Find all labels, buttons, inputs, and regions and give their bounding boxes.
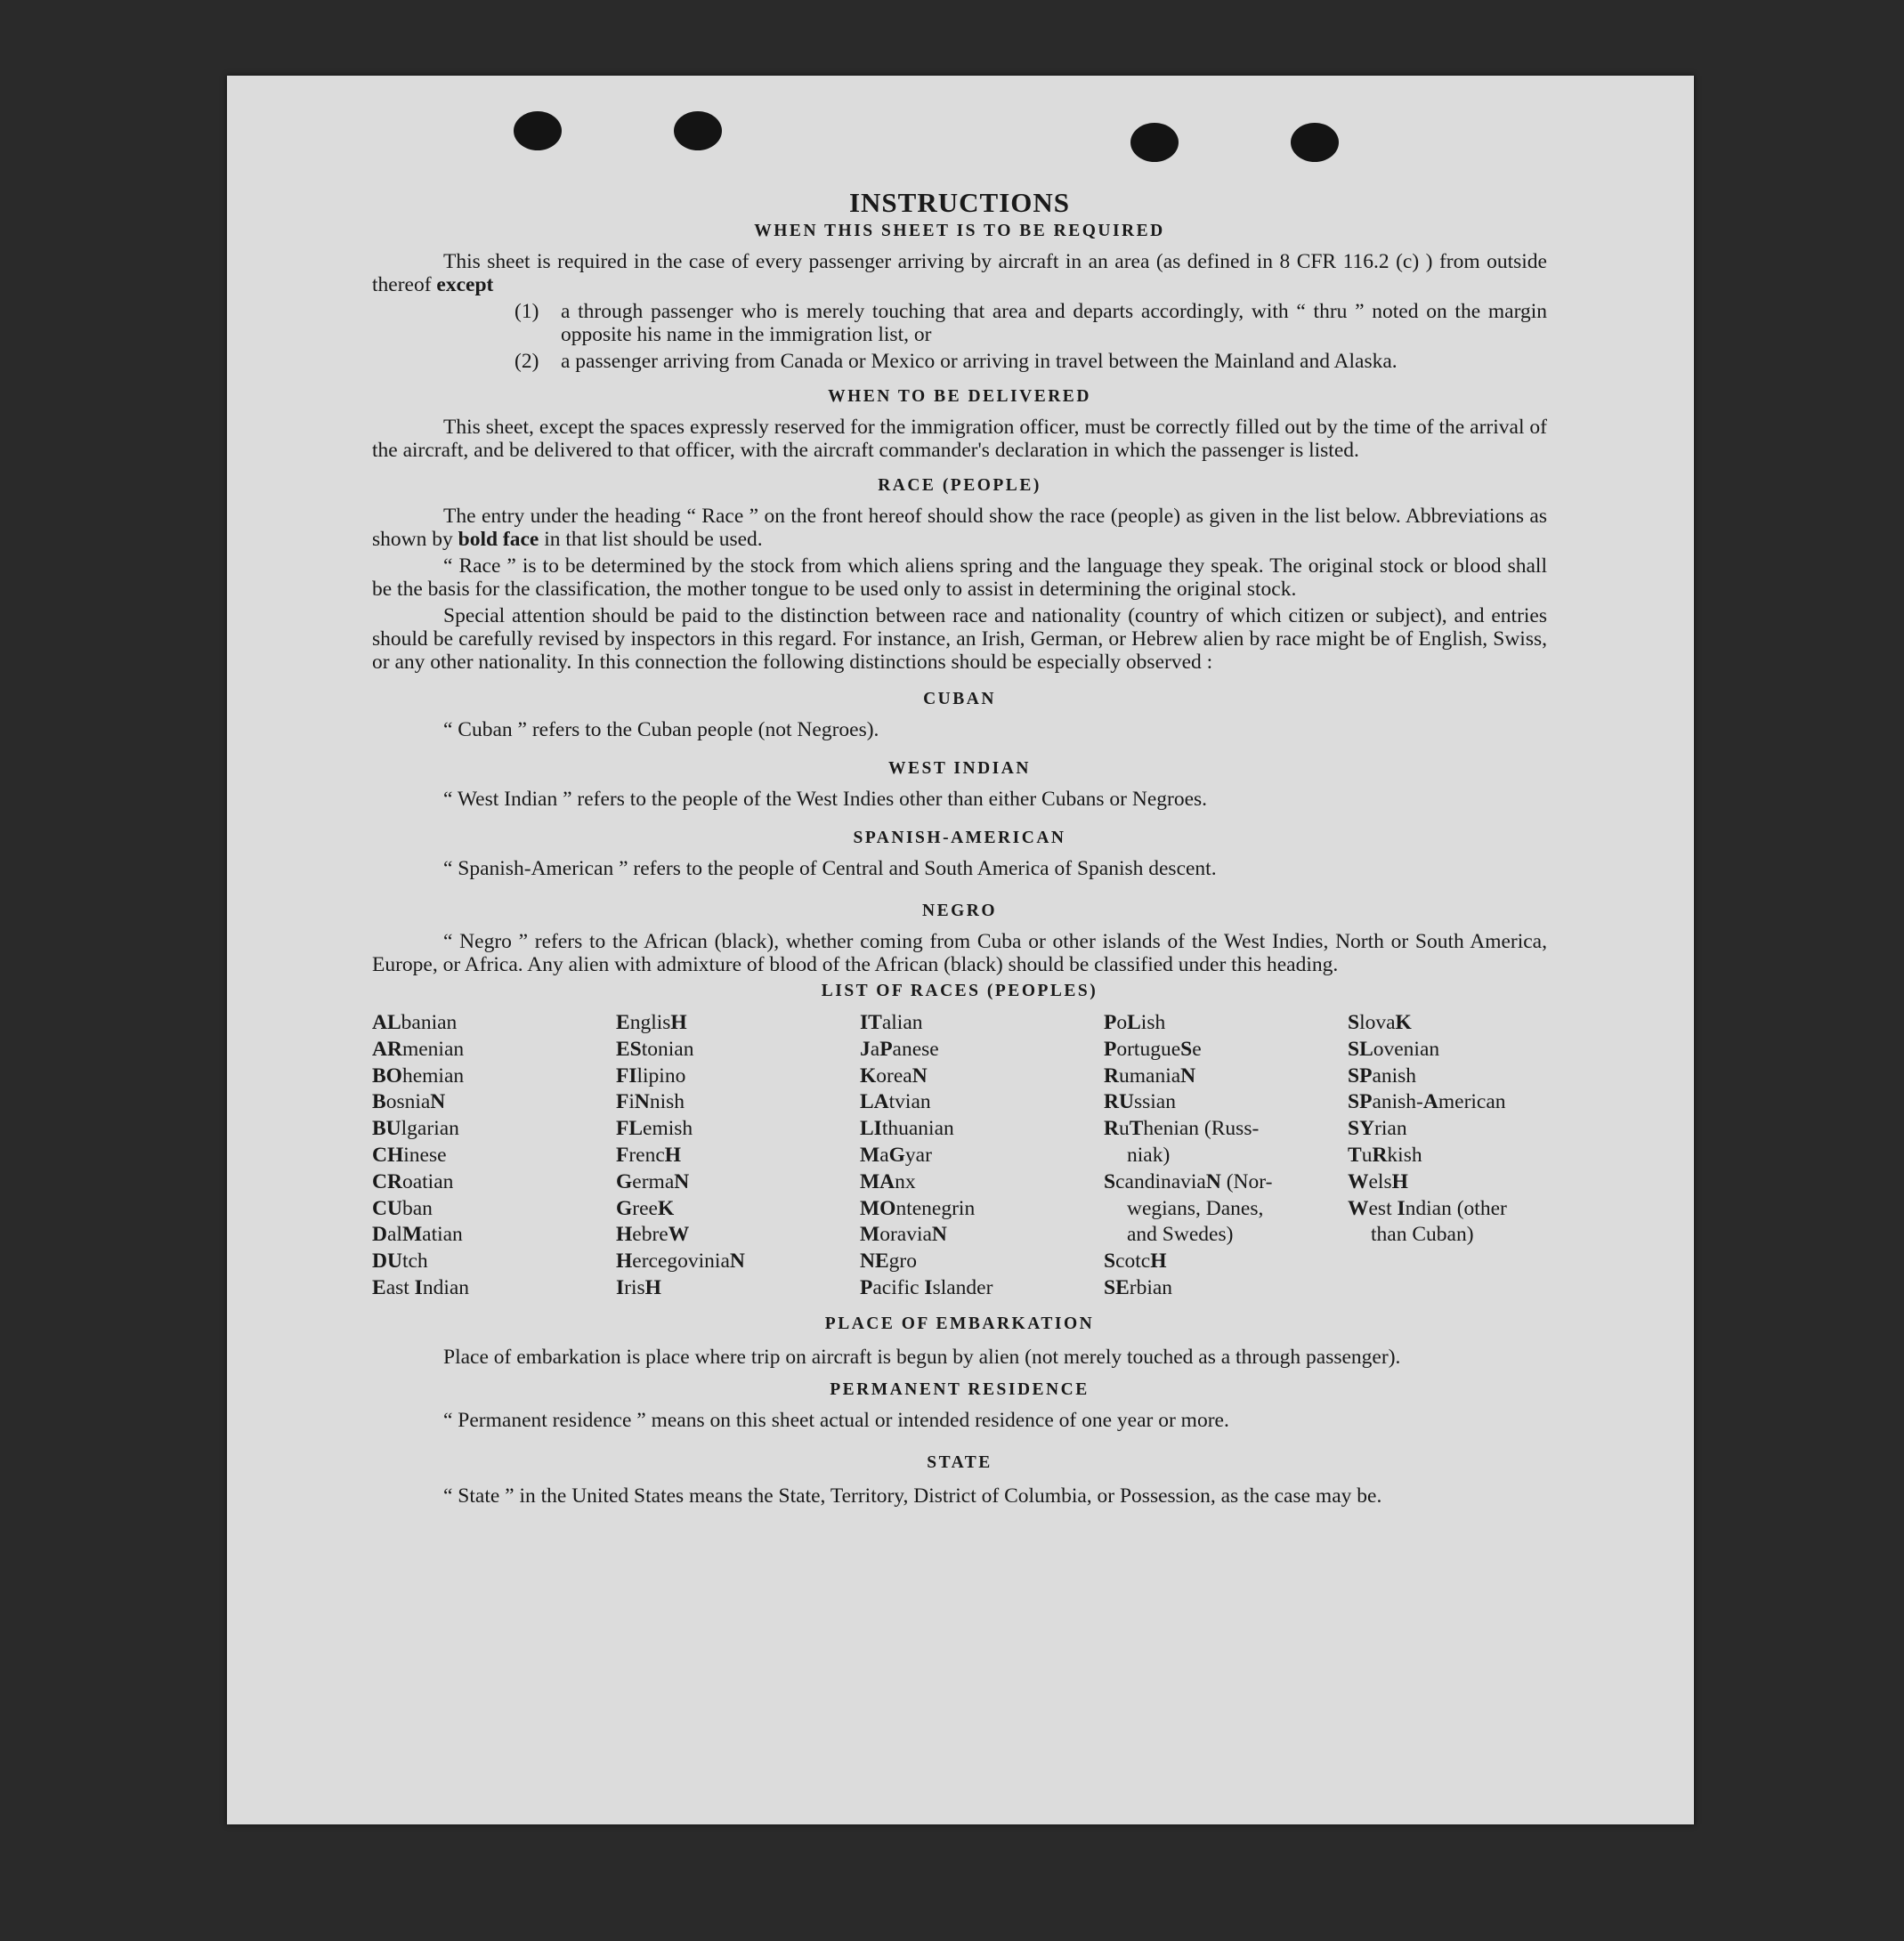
race-entry [1104,1116,1348,1143]
race-text: a [870,1037,880,1061]
race-entry [372,1064,616,1090]
race-text: atian [422,1223,463,1247]
paragraph-race-2: “ Race ” is to be determined by the stock from which aliens spring and the language they speak. The original stock or blood shall be the basis for the classification, the mother tongue to be used only to assist in determining the original stock. [372,554,1547,601]
races-column [1348,1010,1592,1302]
paragraph-permanent-residence: “ Permanent residence ” means on this sheet actual or intended residence of one year or more. [443,1408,1229,1432]
race-abbrev: G [888,1143,905,1167]
race-abbrev: H [616,1223,633,1247]
race-abbrev: I [1397,1196,1406,1220]
paragraph-spanish-american: “ Spanish-American ” refers to the people of Central and South America of Spanish descent. [443,857,1217,880]
race-entry [1348,1010,1592,1037]
race-abbrev: CR [372,1169,402,1193]
race-entry [372,1116,616,1143]
race-abbrev: B [372,1090,386,1114]
race-abbrev: CU [372,1196,402,1220]
race-entry [372,1089,616,1116]
race-text: lgarian [401,1117,459,1141]
race-entry [1104,1089,1348,1116]
text-span: in that list should be used. [544,528,763,551]
paragraph-when-delivered: This sheet, except the spaces expressly reserved for the immigration officer, must be correctly filled out by the time of the arrival of the aircraft, and be delivered to that officer, with the aircraft commander's declaration in which the passenger is listed. [372,416,1547,462]
race-abbrev: SL [1348,1037,1373,1061]
race-entry [860,1169,1104,1196]
race-text: merican [1438,1090,1506,1114]
race-entry [616,1116,860,1143]
race-abbrev: FI [616,1064,637,1088]
race-abbrev: SP [1348,1090,1373,1114]
race-text: u [1361,1143,1373,1167]
race-abbrev: N [674,1169,690,1193]
race-abbrev: P [1104,1011,1117,1034]
race-entry [616,1037,860,1064]
page-title: INSTRUCTIONS [848,187,1070,218]
heading-state: STATE [927,1452,993,1472]
race-abbrev: AL [372,1011,401,1034]
races-column [1104,1010,1348,1302]
punch-hole [1291,123,1339,162]
race-abbrev: LI [860,1117,882,1141]
paragraph-state: “ State ” in the United States means the State, Territory, District of Columbia, or Possession, as the case may be. [443,1484,1382,1508]
bold-span: bold face [458,528,539,551]
race-entry [1348,1196,1592,1223]
race-abbrev: RU [1104,1090,1134,1114]
race-entry [860,1143,1104,1169]
race-text: slander [932,1275,993,1299]
race-text: tonian [641,1037,694,1061]
race-abbrev: K [860,1064,877,1088]
race-text: ortugue [1116,1037,1181,1061]
race-text: ebre [632,1223,668,1247]
race-abbrev: N [430,1090,446,1114]
heading-cuban: CUBAN [923,690,996,708]
race-abbrev: LA [860,1090,889,1114]
race-abbrev: N [911,1064,928,1088]
race-abbrev: SP [1348,1064,1373,1088]
race-text: ban [401,1196,433,1220]
race-entry [1348,1222,1592,1249]
race-text: o [1116,1011,1128,1034]
paragraph-west-indian: “ West Indian ” refers to the people of the West Indies other than either Cubans or Negroes. [443,788,1208,811]
paragraph-place-of-embarkation: Place of embarkation is place where trip on aircraft is begun by alien (not merely touched as a through passenger). [443,1345,1401,1369]
race-text: wegians, Danes, [1127,1196,1264,1220]
race-entry [1104,1222,1348,1249]
race-abbrev: AR [372,1037,402,1061]
race-text: tvian [888,1090,931,1114]
paragraph-race-1 [372,505,1547,551]
race-entry [1348,1064,1592,1090]
race-abbrev: W [1348,1169,1369,1193]
race-abbrev: D [372,1223,387,1247]
race-entry [860,1275,1104,1302]
heading-when-required: WHEN THIS SHEET IS TO BE REQUIRED [754,222,1165,240]
race-text: nish [649,1090,685,1114]
race-text: oatian [401,1169,454,1193]
race-text: est [1368,1196,1398,1220]
race-abbrev: A [1422,1090,1438,1114]
race-abbrev: H [644,1275,661,1299]
race-entry [616,1196,860,1223]
race-text: and Swedes) [1127,1223,1234,1247]
race-abbrev: T [1348,1143,1362,1167]
punch-hole [514,111,562,150]
race-entry [372,1275,616,1302]
race-abbrev: IT [860,1011,882,1034]
race-abbrev: MO [860,1196,896,1220]
race-entry [616,1143,860,1169]
race-text: osnia [385,1090,431,1114]
race-abbrev: K [657,1196,675,1220]
race-entry [372,1037,616,1064]
heading-race: RACE (PEOPLE) [878,476,1041,495]
race-entry [372,1196,616,1223]
race-text: ris [624,1275,645,1299]
item-number: (2) [514,350,539,373]
race-entry [1104,1169,1348,1196]
race-abbrev: W [1348,1196,1369,1220]
race-entry [1104,1143,1348,1169]
race-entry [616,1064,860,1090]
race-abbrev: S [1348,1011,1360,1034]
race-text: umania [1118,1064,1181,1088]
race-entry [616,1249,860,1275]
race-abbrev: H [670,1011,687,1034]
race-abbrev: S [1104,1250,1116,1274]
race-entry [616,1169,860,1196]
race-abbrev: M [860,1223,880,1247]
race-abbrev: SE [1104,1275,1130,1299]
race-text: gro [888,1250,917,1274]
race-entry [1348,1037,1592,1064]
race-abbrev: H [1150,1250,1167,1274]
document-body [372,187,1547,1514]
races-column [860,1010,1104,1302]
heading-permanent-residence: PERMANENT RESIDENCE [830,1379,1090,1399]
race-entry [616,1010,860,1037]
race-text: ish [1140,1011,1166,1034]
race-text: cotc [1115,1250,1151,1274]
race-abbrev: P [860,1275,873,1299]
race-abbrev: BU [372,1117,401,1141]
race-entry [860,1116,1104,1143]
race-entry [372,1143,616,1169]
race-entry [372,1169,616,1196]
heading-when-delivered: WHEN TO BE DELIVERED [828,387,1091,406]
race-text: rian [1374,1117,1407,1141]
paragraph-race-3: Special attention should be paid to the distinction between race and nationality (country of which citizen or subject), and entries should be carefully revised by inspectors in this regard. For instance, an Irish, German, or Hebrew alien by race might be of English, Swiss, or any other nationality. In this connection the following distinctions should be especially observed : [372,604,1547,674]
race-abbrev: J [860,1037,871,1061]
punch-hole [1130,123,1179,162]
race-text: kish [1387,1143,1422,1167]
item-number: (1) [514,300,539,323]
race-text: orea [876,1064,912,1088]
race-abbrev: M [401,1223,423,1247]
race-entry [616,1222,860,1249]
race-entry [860,1089,1104,1116]
race-text: nglis [629,1011,671,1034]
race-text: rbian [1129,1275,1173,1299]
race-text: ree [632,1196,658,1220]
text-span: This sheet is required in the case of every passenger arriving by aircraft in an area (as defined in 8 CFR 116.2 (c) ) from outside thereof [372,250,1547,296]
paragraph-cuban: “ Cuban ” refers to the Cuban people (not Negroes). [443,718,879,741]
race-text: anish [1372,1064,1417,1088]
race-text: ovenian [1373,1037,1440,1061]
race-entry [372,1010,616,1037]
race-text: thuanian [881,1117,954,1141]
race-abbrev: G [616,1169,633,1193]
race-entry [1104,1196,1348,1223]
race-abbrev: N [931,1223,947,1247]
race-text: alian [881,1011,923,1034]
race-text: banian [401,1011,458,1034]
race-text: henian (Russ- [1143,1117,1260,1141]
race-entry [860,1010,1104,1037]
race-abbrev: N [729,1250,745,1274]
race-text: al [386,1223,402,1247]
race-abbrev: N [634,1090,650,1114]
race-text: ndian (other [1405,1196,1507,1220]
race-entry [860,1196,1104,1223]
race-abbrev: H [664,1143,682,1167]
race-entry [616,1275,860,1302]
race-entry [616,1089,860,1116]
item-text: a through passenger who is merely touching that area and departs accordingly, with “ thru ” noted on the margin opposite his name in the immigration list, or [561,300,1547,346]
race-text: niak) [1127,1143,1171,1167]
list-item [514,350,1547,373]
heading-west-indian: WEST INDIAN [888,759,1031,778]
race-abbrev: T [1129,1117,1144,1141]
race-abbrev: F [616,1143,629,1167]
race-text: ndian [422,1275,470,1299]
race-abbrev: BO [372,1064,402,1088]
race-entry [1104,1249,1348,1275]
race-text: lipino [636,1064,686,1088]
race-entry [1104,1275,1348,1302]
paragraph-when-required [372,250,1547,296]
race-text: candinavia [1115,1169,1206,1193]
race-text: anish- [1372,1090,1423,1114]
race-abbrev: S [1180,1037,1193,1061]
race-entry [1348,1143,1592,1169]
heading-negro: NEGRO [921,902,997,920]
race-abbrev: E [372,1275,386,1299]
race-abbrev: R [1104,1117,1119,1141]
race-entry [372,1222,616,1249]
race-text: u [1118,1117,1130,1141]
race-text: nx [895,1169,916,1193]
race-entry [1348,1089,1592,1116]
paragraph-negro: “ Negro ” refers to the African (black), whether coming from Cuba or other islands of the West Indies, North or South America, Europe, or Africa. Any alien with admixture of blood of the African (black) should be classified under this heading. [372,930,1547,976]
race-abbrev: K [1395,1011,1412,1034]
race-text: than Cuban) [1371,1223,1474,1247]
race-text: a [879,1143,889,1167]
race-abbrev: F [616,1090,629,1114]
race-entry [1104,1010,1348,1037]
race-abbrev: ES [616,1037,642,1061]
race-text: ntenegrin [895,1196,976,1220]
race-entry [372,1249,616,1275]
race-text: tch [401,1250,428,1274]
race-abbrev: NE [860,1250,889,1274]
race-abbrev: DU [372,1250,402,1274]
races-column [616,1010,860,1302]
race-text: e [1192,1037,1202,1061]
race-abbrev: R [1104,1064,1119,1088]
race-entry [1104,1037,1348,1064]
race-abbrev: H [1391,1169,1408,1193]
race-text: ercegovinia [632,1250,730,1274]
race-text: anese [892,1037,939,1061]
list-item [514,300,1547,346]
race-entry [1348,1169,1592,1196]
race-text: ast [385,1275,415,1299]
race-abbrev: FL [616,1117,644,1141]
race-entry [1348,1116,1592,1143]
races-table [372,1010,1547,1302]
race-text: inese [403,1143,447,1167]
race-text: ssian [1133,1090,1176,1114]
race-text: acific [872,1275,925,1299]
race-abbrev: CH [372,1143,404,1167]
heading-spanish-american: SPANISH-AMERICAN [853,829,1066,847]
race-abbrev: N [1180,1064,1196,1088]
document-sheet [227,76,1694,1824]
race-abbrev: I [924,1275,933,1299]
punch-hole [674,111,722,150]
race-abbrev: W [668,1223,690,1247]
race-text: emish [643,1117,693,1141]
race-abbrev: N [1205,1169,1221,1193]
race-abbrev: I [616,1275,625,1299]
race-abbrev: MA [860,1169,895,1193]
race-text: renc [628,1143,665,1167]
item-text: a passenger arriving from Canada or Mexico or arriving in travel between the Mainland and Alaska. [561,350,1398,373]
race-abbrev: P [1104,1037,1117,1061]
race-abbrev: H [616,1250,633,1274]
race-abbrev: P [879,1037,893,1061]
heading-place-of-embarkation: PLACE OF EMBARKATION [824,1314,1095,1333]
race-text: lova [1359,1011,1396,1034]
race-text: yar [904,1143,932,1167]
race-abbrev: G [616,1196,633,1220]
race-abbrev: S [1104,1169,1116,1193]
race-text: oravia [879,1223,932,1247]
race-abbrev: I [414,1275,423,1299]
race-abbrev: SY [1348,1117,1375,1141]
text-span: The entry under the heading “ Race ” on the front hereof should show the race (people) as given in the list below. Abbreviations as shown by [372,505,1547,551]
race-abbrev: L [1127,1011,1141,1034]
race-text: (Nor- [1220,1169,1273,1193]
races-column [372,1010,616,1302]
bold-span: except [436,273,494,296]
race-entry [860,1222,1104,1249]
heading-list-of-races: LIST OF RACES (PEOPLES) [821,982,1098,1000]
race-text: els [1368,1169,1392,1193]
race-abbrev: E [616,1011,630,1034]
race-entry [1104,1064,1348,1090]
race-entry [860,1064,1104,1090]
race-entry [860,1249,1104,1275]
race-abbrev: R [1372,1143,1388,1167]
race-text: menian [401,1037,465,1061]
race-text: i [628,1090,635,1114]
race-entry [860,1037,1104,1064]
race-text: hemian [401,1064,465,1088]
race-abbrev: M [860,1143,880,1167]
race-text: erma [632,1169,675,1193]
